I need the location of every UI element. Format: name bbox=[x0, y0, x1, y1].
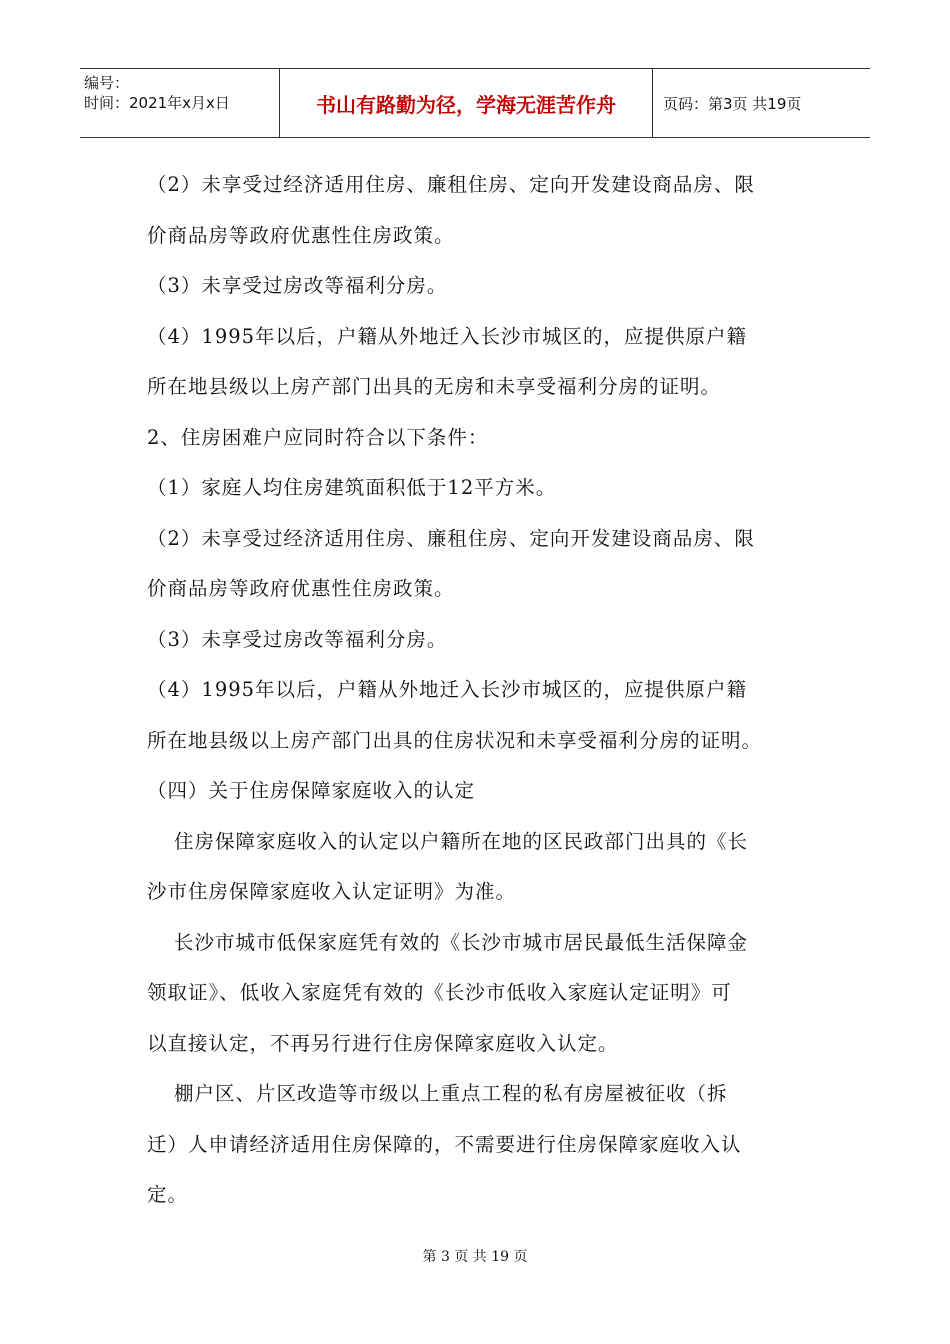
document-body bbox=[147, 160, 807, 1221]
text-line: 长沙市城市低保家庭凭有效的《长沙市城市居民最低生活保障金 bbox=[174, 930, 749, 954]
text-line: （4）1995年以后，户籍从外地迁入长沙市城区的，应提供原户籍 bbox=[147, 678, 748, 701]
text-line: （1）家庭人均住房建筑面积低于12平方米。 bbox=[147, 476, 557, 499]
text-line: （四）关于住房保障家庭收入的认定 bbox=[147, 779, 476, 802]
header-meta bbox=[80, 69, 280, 137]
text-line: （4）1995年以后，户籍从外地迁入长沙市城区的，应提供原户籍 bbox=[147, 324, 748, 348]
page-header bbox=[80, 68, 870, 138]
page-footer: 第 3 页 共 19 页 bbox=[422, 1249, 528, 1265]
text-line: 以直接认定，不再另行进行住房保障家庭收入认定。 bbox=[147, 1031, 619, 1055]
text-line: 沙市住房保障家庭收入认定证明》为准。 bbox=[147, 880, 517, 903]
document-number-label: 编号： bbox=[84, 74, 130, 92]
text-line: 住房保障家庭收入的认定以户籍所在地的区民政部门出具的《长 bbox=[174, 829, 749, 853]
text-line: 所在地县级以上房产部门出具的住房状况和未享受福利分房的证明。 bbox=[147, 728, 763, 752]
header-page-info: 页码：第3页 共19页 bbox=[663, 94, 802, 113]
text-line: 价商品房等政府优惠性住房政策。 bbox=[147, 577, 455, 600]
text-line: （2）未享受过经济适用住房、廉租住房、定向开发建设商品房、限 bbox=[147, 526, 755, 550]
text-line: （3）未享受过房改等福利分房。 bbox=[147, 274, 448, 297]
text-line: 2、住房困难户应同时符合以下条件： bbox=[147, 425, 489, 449]
text-line: （2）未享受过经济适用住房、廉租住房、定向开发建设商品房、限 bbox=[147, 173, 755, 196]
text-line: 棚户区、片区改造等市级以上重点工程的私有房屋被征收（拆 bbox=[174, 1082, 728, 1105]
header-motto: 书山有路勤为径，学海无涯苦作舟 bbox=[280, 69, 653, 137]
text-line: （3）未享受过房改等福利分房。 bbox=[147, 627, 448, 651]
text-line: 领取证》、低收入家庭凭有效的《长沙市低收入家庭认定证明》可 bbox=[147, 981, 732, 1004]
text-line: 所在地县级以上房产部门出具的无房和未享受福利分房的证明。 bbox=[147, 375, 722, 398]
text-line: 定。 bbox=[147, 1183, 189, 1206]
text-line: 价商品房等政府优惠性住房政策。 bbox=[147, 223, 455, 247]
document-date-label: 时间：2021年x月x日 bbox=[84, 94, 230, 112]
text-line: 迁）人申请经济适用住房保障的，不需要进行住房保障家庭收入认 bbox=[147, 1132, 742, 1156]
